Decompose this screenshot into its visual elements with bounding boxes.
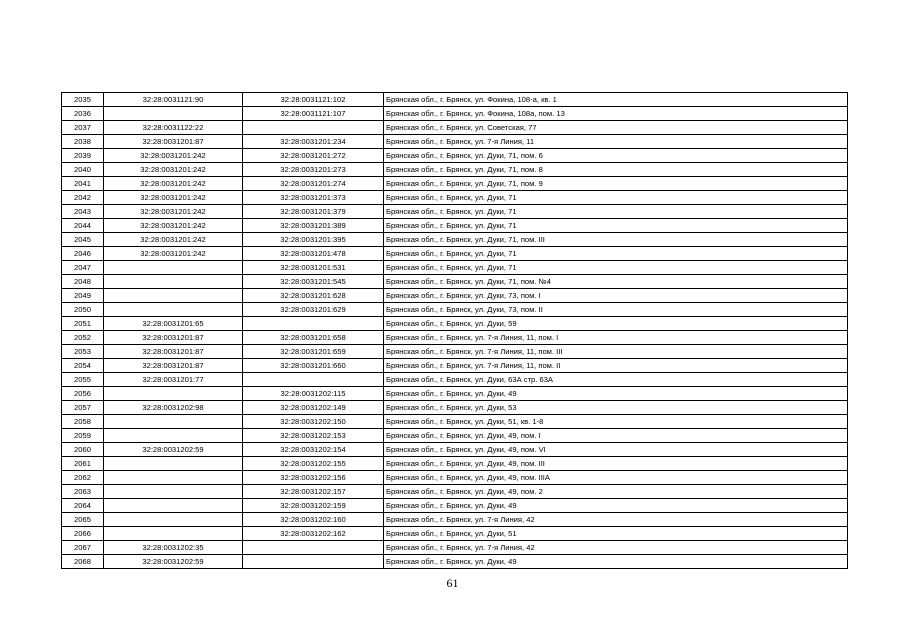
parent-cadastral-number-cell: 32:28:0031202:59	[104, 555, 243, 569]
cadastral-number-cell: 32:28:0031201:478	[243, 247, 384, 261]
cadastral-number-cell	[243, 541, 384, 555]
address-cell: Брянская обл., г. Брянск, ул. Дуки, 49	[384, 499, 848, 513]
cadastral-number-cell	[243, 121, 384, 135]
parent-cadastral-number-cell	[104, 261, 243, 275]
cadastral-number-cell	[243, 373, 384, 387]
table-row	[62, 275, 848, 289]
row-number-cell: 2059	[62, 429, 104, 443]
table-row	[62, 513, 848, 527]
row-number-cell: 2038	[62, 135, 104, 149]
parent-cadastral-number-cell	[104, 429, 243, 443]
row-number-cell: 2061	[62, 457, 104, 471]
row-number-cell: 2066	[62, 527, 104, 541]
table-row	[62, 527, 848, 541]
row-number-cell: 2042	[62, 191, 104, 205]
row-number-cell: 2065	[62, 513, 104, 527]
cadastral-number-cell: 32:28:0031202:160	[243, 513, 384, 527]
cadastral-number-cell: 32:28:0031202:150	[243, 415, 384, 429]
cadastral-number-cell: 32:28:0031202:115	[243, 387, 384, 401]
row-number-cell: 2056	[62, 387, 104, 401]
address-cell: Брянская обл., г. Брянск, ул. 7-я Линия, 11, пом. I	[384, 331, 848, 345]
address-cell: Брянская обл., г. Брянск, ул. Дуки, 71, пом. 9	[384, 177, 848, 191]
row-number-cell: 2035	[62, 93, 104, 107]
address-cell: Брянская обл., г. Брянск, ул. Дуки, 51	[384, 527, 848, 541]
table-row	[62, 149, 848, 163]
row-number-cell: 2057	[62, 401, 104, 415]
address-cell: Брянская обл., г. Брянск, ул. Дуки, 73, пом. I	[384, 289, 848, 303]
address-cell: Брянская обл., г. Брянск, ул. Дуки, 49, пом. I	[384, 429, 848, 443]
table-row	[62, 303, 848, 317]
table-row	[62, 415, 848, 429]
parent-cadastral-number-cell: 32:28:0031201:87	[104, 359, 243, 373]
parent-cadastral-number-cell	[104, 275, 243, 289]
address-cell: Брянская обл., г. Брянск, ул. Фокина, 108а, пом. 13	[384, 107, 848, 121]
table-row	[62, 387, 848, 401]
parent-cadastral-number-cell: 32:28:0031201:77	[104, 373, 243, 387]
address-cell: Брянская обл., г. Брянск, ул. Дуки, 51, кв. 1-8	[384, 415, 848, 429]
address-cell: Брянская обл., г. Брянск, ул. 7-я Линия, 11, пом. II	[384, 359, 848, 373]
parent-cadastral-number-cell	[104, 485, 243, 499]
parent-cadastral-number-cell	[104, 471, 243, 485]
address-cell: Брянская обл., г. Брянск, ул. 7-я Линия, 42	[384, 513, 848, 527]
table-row	[62, 485, 848, 499]
row-number-cell: 2049	[62, 289, 104, 303]
parent-cadastral-number-cell: 32:28:0031202:35	[104, 541, 243, 555]
address-cell: Брянская обл., г. Брянск, ул. Дуки, 49, пом. IIIА	[384, 471, 848, 485]
parent-cadastral-number-cell: 32:28:0031201:242	[104, 191, 243, 205]
address-cell: Брянская обл., г. Брянск, ул. Фокина, 108-а, кв. 1	[384, 93, 848, 107]
row-number-cell: 2046	[62, 247, 104, 261]
parent-cadastral-number-cell	[104, 457, 243, 471]
cadastral-number-cell: 32:28:0031201:658	[243, 331, 384, 345]
parent-cadastral-number-cell: 32:28:0031202:98	[104, 401, 243, 415]
cadastral-number-cell	[243, 555, 384, 569]
cadastral-number-cell: 32:28:0031202:162	[243, 527, 384, 541]
cadastral-number-cell: 32:28:0031201:389	[243, 219, 384, 233]
row-number-cell: 2068	[62, 555, 104, 569]
table-row	[62, 429, 848, 443]
table-row	[62, 499, 848, 513]
parent-cadastral-number-cell: 32:28:0031201:87	[104, 345, 243, 359]
page-number: 61	[446, 576, 459, 590]
cadastral-number-cell: 32:28:0031202:159	[243, 499, 384, 513]
address-cell: Брянская обл., г. Брянск, ул. Дуки, 71, пом. III	[384, 233, 848, 247]
row-number-cell: 2062	[62, 471, 104, 485]
cadastral-number-cell: 32:28:0031201:379	[243, 205, 384, 219]
parent-cadastral-number-cell	[104, 289, 243, 303]
row-number-cell: 2051	[62, 317, 104, 331]
table-row	[62, 233, 848, 247]
cadastral-number-cell: 32:28:0031201:274	[243, 177, 384, 191]
row-number-cell: 2044	[62, 219, 104, 233]
parent-cadastral-number-cell: 32:28:0031201:242	[104, 233, 243, 247]
table-row	[62, 345, 848, 359]
cadastral-number-cell: 32:28:0031201:545	[243, 275, 384, 289]
address-cell: Брянская обл., г. Брянск, ул. Дуки, 73, пом. II	[384, 303, 848, 317]
cadastral-number-cell: 32:28:0031201:659	[243, 345, 384, 359]
row-number-cell: 2058	[62, 415, 104, 429]
table-row	[62, 471, 848, 485]
address-cell: Брянская обл., г. Брянск, ул. Советская, 77	[384, 121, 848, 135]
table-row	[62, 107, 848, 121]
table-row	[62, 401, 848, 415]
address-cell: Брянская обл., г. Брянск, ул. Дуки, 71	[384, 191, 848, 205]
row-number-cell: 2045	[62, 233, 104, 247]
row-number-cell: 2053	[62, 345, 104, 359]
parent-cadastral-number-cell: 32:28:0031201:242	[104, 149, 243, 163]
parent-cadastral-number-cell	[104, 303, 243, 317]
address-cell: Брянская обл., г. Брянск, ул. Дуки, 49, пом. III	[384, 457, 848, 471]
address-cell: Брянская обл., г. Брянск, ул. Дуки, 71	[384, 205, 848, 219]
parent-cadastral-number-cell: 32:28:0031201:242	[104, 177, 243, 191]
cadastral-number-cell: 32:28:0031201:273	[243, 163, 384, 177]
parent-cadastral-number-cell: 32:28:0031121:90	[104, 93, 243, 107]
cadastral-number-cell: 32:28:0031202:153	[243, 429, 384, 443]
parent-cadastral-number-cell	[104, 513, 243, 527]
parent-cadastral-number-cell	[104, 387, 243, 401]
row-number-cell: 2043	[62, 205, 104, 219]
address-cell: Брянская обл., г. Брянск, ул. Дуки, 49, пом. 2	[384, 485, 848, 499]
address-cell: Брянская обл., г. Брянск, ул. Дуки, 71, пом. №4	[384, 275, 848, 289]
cadastral-number-cell: 32:28:0031202:155	[243, 457, 384, 471]
row-number-cell: 2050	[62, 303, 104, 317]
cadastral-number-cell: 32:28:0031202:156	[243, 471, 384, 485]
row-number-cell: 2063	[62, 485, 104, 499]
address-cell: Брянская обл., г. Брянск, ул. Дуки, 63А стр. 63А	[384, 373, 848, 387]
cadastral-number-cell: 32:28:0031201:660	[243, 359, 384, 373]
parent-cadastral-number-cell: 32:28:0031202:59	[104, 443, 243, 457]
row-number-cell: 2036	[62, 107, 104, 121]
cadastral-number-cell: 32:28:0031202:157	[243, 485, 384, 499]
table-row	[62, 443, 848, 457]
table-row	[62, 261, 848, 275]
address-cell: Брянская обл., г. Брянск, ул. 7-я Линия, 42	[384, 541, 848, 555]
cadastral-number-cell: 32:28:0031201:234	[243, 135, 384, 149]
row-number-cell: 2047	[62, 261, 104, 275]
table-row	[62, 331, 848, 345]
cadastral-number-cell: 32:28:0031201:628	[243, 289, 384, 303]
table-row	[62, 555, 848, 569]
parent-cadastral-number-cell: 32:28:0031201:242	[104, 205, 243, 219]
table-row	[62, 163, 848, 177]
row-number-cell: 2039	[62, 149, 104, 163]
cadastral-number-cell: 32:28:0031201:629	[243, 303, 384, 317]
table-row	[62, 121, 848, 135]
parent-cadastral-number-cell: 32:28:0031201:242	[104, 219, 243, 233]
address-cell: Брянская обл., г. Брянск, ул. Дуки, 53	[384, 401, 848, 415]
row-number-cell: 2060	[62, 443, 104, 457]
address-cell: Брянская обл., г. Брянск, ул. Дуки, 71	[384, 261, 848, 275]
row-number-cell: 2037	[62, 121, 104, 135]
table-row	[62, 93, 848, 107]
parent-cadastral-number-cell: 32:28:0031201:65	[104, 317, 243, 331]
address-cell: Брянская обл., г. Брянск, ул. Дуки, 59	[384, 317, 848, 331]
parent-cadastral-number-cell: 32:28:0031201:242	[104, 247, 243, 261]
row-number-cell: 2040	[62, 163, 104, 177]
parent-cadastral-number-cell	[104, 527, 243, 541]
table-body	[62, 93, 848, 569]
table-row	[62, 247, 848, 261]
table-row	[62, 457, 848, 471]
address-cell: Брянская обл., г. Брянск, ул. Дуки, 71, пом. 6	[384, 149, 848, 163]
cadastral-number-cell: 32:28:0031201:272	[243, 149, 384, 163]
row-number-cell: 2041	[62, 177, 104, 191]
address-cell: Брянская обл., г. Брянск, ул. 7-я Линия, 11	[384, 135, 848, 149]
parent-cadastral-number-cell: 32:28:0031201:242	[104, 163, 243, 177]
cadastral-number-cell: 32:28:0031121:107	[243, 107, 384, 121]
row-number-cell: 2054	[62, 359, 104, 373]
row-number-cell: 2048	[62, 275, 104, 289]
address-cell: Брянская обл., г. Брянск, ул. Дуки, 49	[384, 555, 848, 569]
table-row	[62, 219, 848, 233]
table-row	[62, 359, 848, 373]
parent-cadastral-number-cell: 32:28:0031122:22	[104, 121, 243, 135]
row-number-cell: 2052	[62, 331, 104, 345]
table-row	[62, 541, 848, 555]
cadastral-number-cell: 32:28:0031202:154	[243, 443, 384, 457]
cadastral-number-cell: 32:28:0031121:102	[243, 93, 384, 107]
row-number-cell: 2067	[62, 541, 104, 555]
cadastral-number-cell: 32:28:0031202:149	[243, 401, 384, 415]
address-cell: Брянская обл., г. Брянск, ул. Дуки, 71	[384, 219, 848, 233]
parent-cadastral-number-cell	[104, 499, 243, 513]
parent-cadastral-number-cell: 32:28:0031201:87	[104, 331, 243, 345]
address-cell: Брянская обл., г. Брянск, ул. 7-я Линия, 11, пом. III	[384, 345, 848, 359]
parent-cadastral-number-cell	[104, 415, 243, 429]
table-row	[62, 177, 848, 191]
table-row	[62, 191, 848, 205]
cadastral-table	[61, 92, 848, 569]
row-number-cell: 2055	[62, 373, 104, 387]
row-number-cell: 2064	[62, 499, 104, 513]
table-row	[62, 135, 848, 149]
cadastral-number-cell: 32:28:0031201:395	[243, 233, 384, 247]
cadastral-number-cell: 32:28:0031201:531	[243, 261, 384, 275]
table-row	[62, 317, 848, 331]
cadastral-number-cell: 32:28:0031201:373	[243, 191, 384, 205]
address-cell: Брянская обл., г. Брянск, ул. Дуки, 49, пом. VI	[384, 443, 848, 457]
cadastral-number-cell	[243, 317, 384, 331]
parent-cadastral-number-cell	[104, 107, 243, 121]
address-cell: Брянская обл., г. Брянск, ул. Дуки, 71	[384, 247, 848, 261]
address-cell: Брянская обл., г. Брянск, ул. Дуки, 49	[384, 387, 848, 401]
table-row	[62, 205, 848, 219]
table-row	[62, 373, 848, 387]
table-row	[62, 289, 848, 303]
parent-cadastral-number-cell: 32:28:0031201:87	[104, 135, 243, 149]
address-cell: Брянская обл., г. Брянск, ул. Дуки, 71, пом. 8	[384, 163, 848, 177]
